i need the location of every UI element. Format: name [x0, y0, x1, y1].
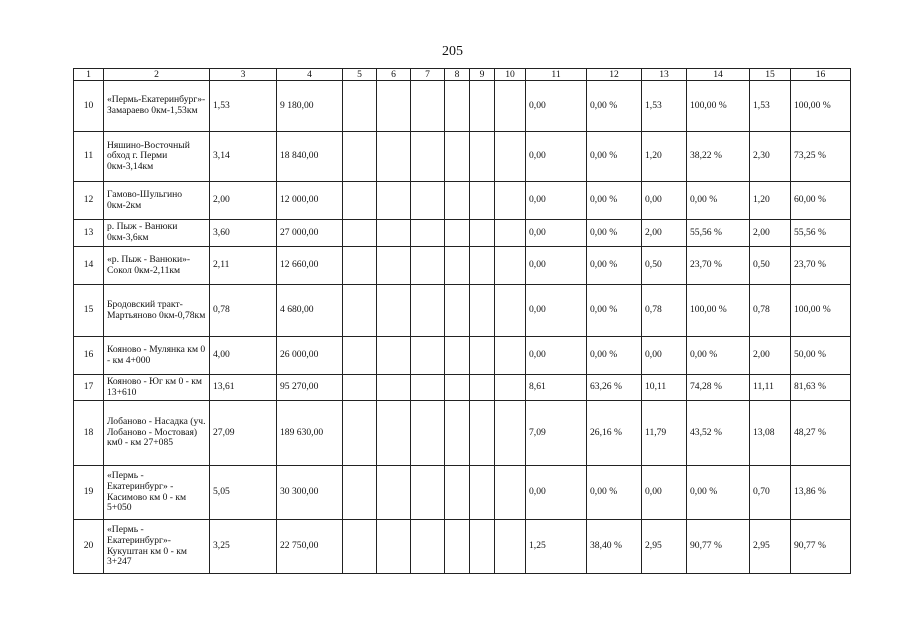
- table-cell-col-8: [445, 132, 470, 182]
- table-cell-col-2: «Пермь - Екатеринбург»- Кукуштан км 0 - км 3+247: [104, 520, 210, 574]
- table-cell-col-5: [343, 81, 377, 132]
- table-cell-col-16: 100,00 %: [791, 81, 851, 132]
- column-header-6: 6: [377, 69, 411, 81]
- table-cell-col-12: 0,00 %: [587, 466, 642, 520]
- table-cell-col-10: [495, 220, 526, 247]
- table-cell-col-7: [411, 337, 445, 375]
- table-cell-col-2: «р. Пыж - Ванюки»-Сокол 0км-2,11км: [104, 247, 210, 285]
- column-header-7: 7: [411, 69, 445, 81]
- table-cell-col-2: Гамово-Шульгино 0км-2км: [104, 182, 210, 220]
- table-cell-col-1: 20: [74, 520, 104, 574]
- table-cell-col-2: Лобаново - Насадка (уч. Лобаново - Мостовая) км0 - км 27+085: [104, 401, 210, 466]
- table-cell-col-11: 0,00: [526, 220, 587, 247]
- table-cell-col-3: 3,60: [210, 220, 277, 247]
- table-cell-col-9: [470, 520, 495, 574]
- table-cell-col-5: [343, 375, 377, 401]
- table-cell-col-6: [377, 520, 411, 574]
- table-cell-col-1: 12: [74, 182, 104, 220]
- table-cell-col-6: [377, 132, 411, 182]
- table-cell-col-14: 43,52 %: [687, 401, 750, 466]
- table-cell-col-8: [445, 285, 470, 337]
- table-row: [74, 247, 851, 285]
- table-cell-col-3: 2,11: [210, 247, 277, 285]
- table-cell-col-14: 0,00 %: [687, 466, 750, 520]
- table-row: [74, 285, 851, 337]
- table-cell-col-16: 50,00 %: [791, 337, 851, 375]
- table-cell-col-14: 23,70 %: [687, 247, 750, 285]
- table-cell-col-15: 2,00: [750, 337, 791, 375]
- table-cell-col-10: [495, 247, 526, 285]
- page-number: 205: [442, 44, 463, 59]
- table-cell-col-5: [343, 220, 377, 247]
- table-cell-col-9: [470, 81, 495, 132]
- table-cell-col-15: 1,53: [750, 81, 791, 132]
- table-cell-col-13: 1,53: [642, 81, 687, 132]
- table-cell-col-4: 27 000,00: [277, 220, 343, 247]
- table-cell-col-13: 0,00: [642, 182, 687, 220]
- table-cell-col-11: 0,00: [526, 132, 587, 182]
- table-cell-col-2: Бродовский тракт-Мартьяново 0км-0,78км: [104, 285, 210, 337]
- table-cell-col-7: [411, 285, 445, 337]
- column-header-4: 4: [277, 69, 343, 81]
- table-cell-col-3: 5,05: [210, 466, 277, 520]
- table-cell-col-5: [343, 132, 377, 182]
- table-cell-col-4: 9 180,00: [277, 81, 343, 132]
- table-cell-col-7: [411, 466, 445, 520]
- table-cell-col-8: [445, 182, 470, 220]
- table-cell-col-8: [445, 337, 470, 375]
- column-header-14: 14: [687, 69, 750, 81]
- table-cell-col-6: [377, 337, 411, 375]
- table-cell-col-9: [470, 247, 495, 285]
- table-cell-col-6: [377, 401, 411, 466]
- table-cell-col-11: 0,00: [526, 466, 587, 520]
- table-cell-col-11: 7,09: [526, 401, 587, 466]
- table-cell-col-7: [411, 220, 445, 247]
- table-cell-col-11: 0,00: [526, 285, 587, 337]
- column-header-1: 1: [74, 69, 104, 81]
- table-cell-col-1: 19: [74, 466, 104, 520]
- table-cell-col-15: 1,20: [750, 182, 791, 220]
- table-cell-col-6: [377, 285, 411, 337]
- table-cell-col-9: [470, 466, 495, 520]
- table-cell-col-8: [445, 81, 470, 132]
- table-cell-col-7: [411, 247, 445, 285]
- table-cell-col-2: Кояново - Юг км 0 - км 13+610: [104, 375, 210, 401]
- table-cell-col-16: 23,70 %: [791, 247, 851, 285]
- table-cell-col-10: [495, 337, 526, 375]
- table-cell-col-14: 100,00 %: [687, 285, 750, 337]
- table-cell-col-3: 2,00: [210, 182, 277, 220]
- table-cell-col-13: 0,00: [642, 337, 687, 375]
- table-cell-col-15: 2,30: [750, 132, 791, 182]
- table-cell-col-15: 0,50: [750, 247, 791, 285]
- column-header-12: 12: [587, 69, 642, 81]
- table-cell-col-10: [495, 466, 526, 520]
- column-header-10: 10: [495, 69, 526, 81]
- table-cell-col-4: 26 000,00: [277, 337, 343, 375]
- road-data-table: [73, 68, 851, 574]
- table-cell-col-11: 8,61: [526, 375, 587, 401]
- table-cell-col-4: 4 680,00: [277, 285, 343, 337]
- table-cell-col-1: 18: [74, 401, 104, 466]
- column-number-header: [74, 69, 851, 81]
- table-cell-col-13: 2,95: [642, 520, 687, 574]
- table-cell-col-13: 1,20: [642, 132, 687, 182]
- table-cell-col-12: 0,00 %: [587, 285, 642, 337]
- table-cell-col-13: 0,00: [642, 466, 687, 520]
- table-cell-col-6: [377, 220, 411, 247]
- table-cell-col-15: 2,95: [750, 520, 791, 574]
- table-cell-col-3: 1,53: [210, 81, 277, 132]
- table-cell-col-11: 0,00: [526, 337, 587, 375]
- table-cell-col-14: 55,56 %: [687, 220, 750, 247]
- table-cell-col-12: 0,00 %: [587, 81, 642, 132]
- table-cell-col-10: [495, 81, 526, 132]
- table-cell-col-9: [470, 182, 495, 220]
- table-cell-col-14: 0,00 %: [687, 337, 750, 375]
- column-header-15: 15: [750, 69, 791, 81]
- table-cell-col-8: [445, 520, 470, 574]
- table-cell-col-9: [470, 285, 495, 337]
- table-cell-col-2: р. Пыж - Ванюки 0км-3,6км: [104, 220, 210, 247]
- table-row: [74, 466, 851, 520]
- table-cell-col-16: 60,00 %: [791, 182, 851, 220]
- table-cell-col-8: [445, 466, 470, 520]
- table-cell-col-2: «Пермь - Екатеринбург» - Касимово км 0 - км 5+050: [104, 466, 210, 520]
- column-header-2: 2: [104, 69, 210, 81]
- table-cell-col-13: 2,00: [642, 220, 687, 247]
- table-cell-col-4: 95 270,00: [277, 375, 343, 401]
- table-cell-col-3: 4,00: [210, 337, 277, 375]
- table-cell-col-10: [495, 520, 526, 574]
- table-cell-col-4: 18 840,00: [277, 132, 343, 182]
- table-cell-col-4: 22 750,00: [277, 520, 343, 574]
- table-cell-col-12: 26,16 %: [587, 401, 642, 466]
- table-cell-col-8: [445, 375, 470, 401]
- table-cell-col-12: 0,00 %: [587, 220, 642, 247]
- table-cell-col-11: 0,00: [526, 182, 587, 220]
- table-row: [74, 401, 851, 466]
- table-row: [74, 132, 851, 182]
- table-cell-col-11: 1,25: [526, 520, 587, 574]
- table-cell-col-8: [445, 247, 470, 285]
- table-cell-col-13: 11,79: [642, 401, 687, 466]
- table-cell-col-13: 0,50: [642, 247, 687, 285]
- table-cell-col-10: [495, 132, 526, 182]
- table-cell-col-5: [343, 285, 377, 337]
- table-cell-col-5: [343, 520, 377, 574]
- table-cell-col-6: [377, 466, 411, 520]
- table-cell-col-5: [343, 401, 377, 466]
- table-cell-col-9: [470, 132, 495, 182]
- table-cell-col-15: 2,00: [750, 220, 791, 247]
- table-row: [74, 520, 851, 574]
- table-cell-col-4: 12 660,00: [277, 247, 343, 285]
- table-cell-col-3: 3,25: [210, 520, 277, 574]
- table-cell-col-7: [411, 182, 445, 220]
- table-cell-col-9: [470, 220, 495, 247]
- table-cell-col-1: 14: [74, 247, 104, 285]
- table-cell-col-13: 10,11: [642, 375, 687, 401]
- table-cell-col-10: [495, 375, 526, 401]
- table-cell-col-11: 0,00: [526, 81, 587, 132]
- table-cell-col-5: [343, 182, 377, 220]
- table-row: [74, 81, 851, 132]
- table-cell-col-3: 27,09: [210, 401, 277, 466]
- table-cell-col-5: [343, 466, 377, 520]
- table-cell-col-12: 0,00 %: [587, 337, 642, 375]
- table-cell-col-1: 17: [74, 375, 104, 401]
- table-cell-col-4: 12 000,00: [277, 182, 343, 220]
- column-header-5: 5: [343, 69, 377, 81]
- table-cell-col-2: Кояново - Мулянка км 0 - км 4+000: [104, 337, 210, 375]
- table-cell-col-9: [470, 401, 495, 466]
- table-cell-col-4: 30 300,00: [277, 466, 343, 520]
- table-cell-col-3: 13,61: [210, 375, 277, 401]
- table-cell-col-1: 10: [74, 81, 104, 132]
- table-cell-col-9: [470, 375, 495, 401]
- table-row: [74, 220, 851, 247]
- table-cell-col-7: [411, 81, 445, 132]
- table-cell-col-15: 13,08: [750, 401, 791, 466]
- table-cell-col-14: 38,22 %: [687, 132, 750, 182]
- table-cell-col-10: [495, 285, 526, 337]
- table-cell-col-1: 11: [74, 132, 104, 182]
- table-cell-col-12: 0,00 %: [587, 182, 642, 220]
- table-row: [74, 182, 851, 220]
- table-body: [74, 81, 851, 574]
- table-cell-col-6: [377, 182, 411, 220]
- table-cell-col-4: 189 630,00: [277, 401, 343, 466]
- table-cell-col-2: «Пермь-Екатеринбург»-Замараево 0км-1,53км: [104, 81, 210, 132]
- table-cell-col-6: [377, 247, 411, 285]
- table-cell-col-15: 0,70: [750, 466, 791, 520]
- table-cell-col-8: [445, 401, 470, 466]
- table-cell-col-16: 55,56 %: [791, 220, 851, 247]
- table-cell-col-16: 48,27 %: [791, 401, 851, 466]
- table-cell-col-16: 100,00 %: [791, 285, 851, 337]
- column-header-11: 11: [526, 69, 587, 81]
- table-cell-col-16: 90,77 %: [791, 520, 851, 574]
- table-cell-col-10: [495, 182, 526, 220]
- table-cell-col-7: [411, 401, 445, 466]
- table-cell-col-13: 0,78: [642, 285, 687, 337]
- table-cell-col-15: 0,78: [750, 285, 791, 337]
- column-header-8: 8: [445, 69, 470, 81]
- table-cell-col-15: 11,11: [750, 375, 791, 401]
- table-cell-col-1: 15: [74, 285, 104, 337]
- column-header-13: 13: [642, 69, 687, 81]
- table-row: [74, 337, 851, 375]
- table-row: [74, 375, 851, 401]
- table-cell-col-2: Няшино-Восточный обход г. Перми 0км-3,14км: [104, 132, 210, 182]
- table-cell-col-5: [343, 247, 377, 285]
- table-cell-col-12: 0,00 %: [587, 132, 642, 182]
- table-cell-col-1: 16: [74, 337, 104, 375]
- table-cell-col-16: 73,25 %: [791, 132, 851, 182]
- table-cell-col-11: 0,00: [526, 247, 587, 285]
- table-cell-col-6: [377, 81, 411, 132]
- table-cell-col-3: 3,14: [210, 132, 277, 182]
- table-cell-col-14: 0,00 %: [687, 182, 750, 220]
- table-cell-col-3: 0,78: [210, 285, 277, 337]
- column-header-3: 3: [210, 69, 277, 81]
- table-cell-col-1: 13: [74, 220, 104, 247]
- table-cell-col-12: 63,26 %: [587, 375, 642, 401]
- table-cell-col-12: 38,40 %: [587, 520, 642, 574]
- table-cell-col-16: 13,86 %: [791, 466, 851, 520]
- table-cell-col-5: [343, 337, 377, 375]
- table-cell-col-10: [495, 401, 526, 466]
- table-cell-col-8: [445, 220, 470, 247]
- table-cell-col-14: 100,00 %: [687, 81, 750, 132]
- table-cell-col-12: 0,00 %: [587, 247, 642, 285]
- table-cell-col-7: [411, 132, 445, 182]
- column-header-16: 16: [791, 69, 851, 81]
- table-cell-col-7: [411, 520, 445, 574]
- table-cell-col-14: 90,77 %: [687, 520, 750, 574]
- table-cell-col-9: [470, 337, 495, 375]
- table-cell-col-7: [411, 375, 445, 401]
- table-cell-col-16: 81,63 %: [791, 375, 851, 401]
- column-header-9: 9: [470, 69, 495, 81]
- table-cell-col-6: [377, 375, 411, 401]
- table-cell-col-14: 74,28 %: [687, 375, 750, 401]
